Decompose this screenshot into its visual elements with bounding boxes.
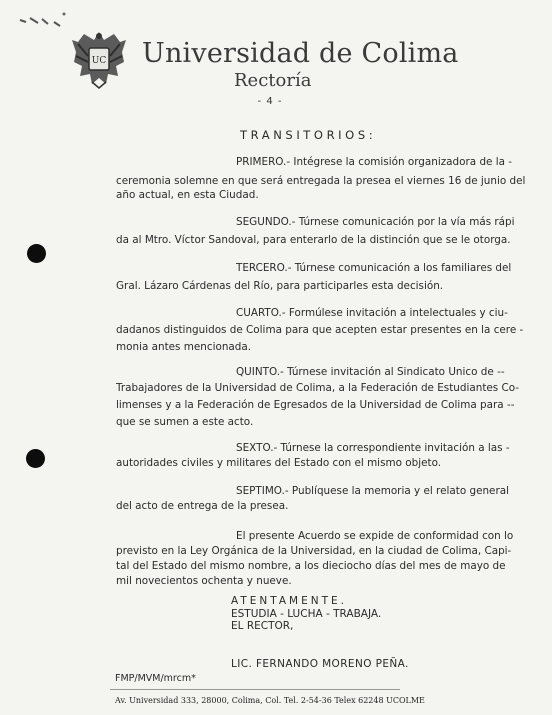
text-line: tal del Estado del mismo nombre, a los dieciocho días del mes de mayo de: [116, 560, 506, 572]
text-line: dadanos distinguidos de Colima para que acepten estar presentes en la cere -: [116, 324, 524, 336]
text-line: SEGUNDO.- Túrnese comunicación por la vía más rápi: [236, 216, 515, 228]
office-subtitle: Rectoría: [234, 70, 312, 91]
closing-salutation: ATENTAMENTE.: [231, 595, 347, 607]
closing-block: [231, 595, 381, 633]
page-number: - 4 -: [257, 96, 283, 107]
institution-title: Universidad de Colima: [142, 38, 459, 69]
section-heading: TRANSITORIOS:: [240, 128, 377, 142]
footer-address: Av. Universidad 333, 28000, Colima, Col. Tel. 2-54-36 Telex 62248 UCOLME: [115, 696, 425, 705]
text-line: autoridades civiles y militares del Estado con el mismo objeto.: [116, 457, 442, 469]
text-line: Gral. Lázaro Cárdenas del Río, para participarles esta decisión.: [116, 280, 444, 292]
text-line: CUARTO.- Formúlese invitación a intelectuales y ciu-: [236, 307, 508, 319]
text-line: TERCERO.- Túrnese comunicación a los familiares del: [236, 262, 512, 274]
text-line: monia antes mencionada.: [116, 341, 252, 353]
text-line: que se sumen a este acto.: [116, 416, 254, 428]
text-line: mil novecientos ochenta y nueve.: [116, 575, 292, 587]
text-line: PRIMERO.- Intégrese la comisión organizadora de la -: [236, 156, 513, 168]
binder-hole: [27, 244, 46, 263]
text-line: del acto de entrega de la presea.: [116, 500, 289, 512]
text-line: ceremonia solemne en que será entregada la presea el viernes 16 de junio del: [116, 175, 526, 187]
svg-text:UC: UC: [91, 56, 107, 66]
reference-initials: FMP/MVM/mrcm*: [115, 673, 196, 684]
text-line: limenses y a la Federación de Egresados de la Universidad de Colima para --: [116, 399, 515, 411]
text-line: QUINTO.- Túrnese invitación al Sindicato Unico de --: [236, 366, 505, 378]
signer-name: LIC. FERNANDO MORENO PEÑA.: [231, 658, 409, 670]
text-line: SEPTIMO.- Publíquese la memoria y el relato general: [236, 485, 509, 497]
closing-role: EL RECTOR,: [231, 620, 294, 632]
text-line: SEXTO.- Túrnese la correspondiente invitación a las -: [236, 442, 510, 454]
text-line: Trabajadores de la Universidad de Colima, a la Federación de Estudiantes Co-: [116, 382, 520, 394]
university-eagle-seal-icon: [70, 28, 128, 90]
scan-artifact-mark: [18, 6, 78, 32]
footer-divider: [110, 689, 400, 690]
text-line: previsto en la Ley Orgánica de la Universidad, en la ciudad de Colima, Capi-: [116, 545, 512, 557]
text-line: da al Mtro. Víctor Sandoval, para enterarlo de la distinción que se le otorga.: [116, 234, 511, 246]
text-line: El presente Acuerdo se expide de conformidad con lo: [236, 530, 514, 542]
closing-motto: ESTUDIA - LUCHA - TRABAJA.: [231, 607, 382, 620]
binder-hole: [26, 449, 45, 468]
text-line: año actual, en esta Ciudad.: [116, 189, 259, 201]
